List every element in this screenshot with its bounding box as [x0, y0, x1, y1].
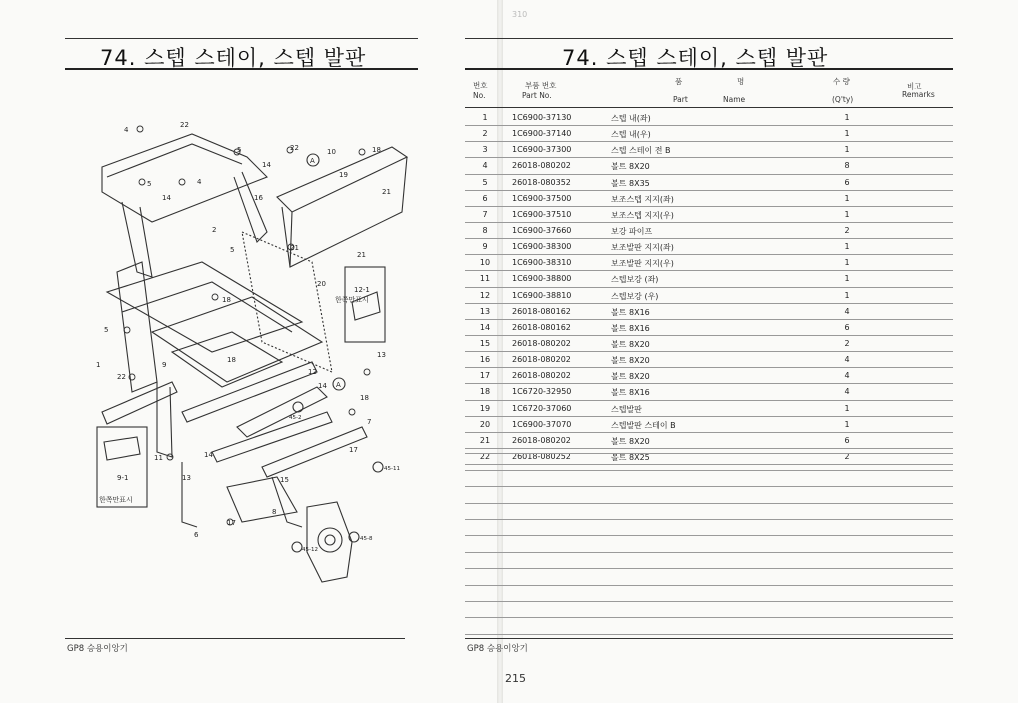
right-footer-text: GP8 승용이앙기: [467, 644, 528, 654]
row-part-name: 스텝발판 스테이 B: [611, 420, 676, 430]
row-number: 10: [479, 258, 491, 268]
row-part-number: 26018-080202: [512, 355, 571, 365]
callout-9: 9: [162, 361, 167, 369]
table-row: [465, 223, 953, 239]
row-part-name: 스텝보강 (좌): [611, 275, 659, 285]
callout-5d: 5: [104, 326, 109, 334]
callout-1: 1: [96, 361, 101, 369]
callout-18d: 18: [360, 394, 369, 402]
callout-9-1: 9-1: [117, 474, 129, 482]
callout-15: 15: [280, 476, 289, 484]
row-quantity: 4: [844, 371, 850, 381]
callout-17a: 17: [349, 446, 358, 454]
callout-2: 2: [212, 226, 217, 234]
row-part-number: 26018-080202: [512, 435, 571, 445]
table-row: [465, 255, 953, 271]
right-footer-rule: [465, 638, 953, 639]
row-part-number: 26018-080202: [512, 371, 571, 381]
header-name-en-2: Name: [723, 95, 746, 104]
inset-label-right: 한쪽만표시: [335, 296, 369, 304]
header-name-ko-2: 명: [737, 77, 745, 86]
row-number: 15: [479, 338, 491, 348]
left-title-top-rule: [65, 38, 418, 39]
row-part-name: 볼트 8X20: [611, 356, 650, 366]
header-name-en-1: Part: [673, 95, 688, 104]
row-number: 12: [479, 290, 491, 300]
row-quantity: 4: [844, 306, 850, 316]
row-number: 17: [479, 371, 491, 381]
row-quantity: 2: [844, 451, 850, 461]
circle-tag-a1: A: [310, 157, 315, 165]
table-row: [465, 239, 953, 255]
header-no-en: No.: [473, 91, 486, 100]
row-quantity: 2: [844, 225, 850, 235]
callout-5b: 5: [147, 180, 152, 188]
callout-12-1: 12-1: [354, 286, 370, 294]
table-header-rule: [465, 107, 953, 108]
parts-exploded-diagram: [62, 82, 442, 627]
row-part-number: 1C6900-37510: [512, 209, 572, 219]
callout-4: 4: [124, 126, 129, 134]
callout-17b: 17: [227, 519, 236, 527]
row-number: 5: [482, 177, 488, 187]
table-row: [465, 110, 953, 126]
callout-8: 8: [272, 508, 277, 516]
left-footer-rule: [65, 638, 405, 639]
row-quantity: 1: [844, 242, 850, 252]
row-quantity: 6: [844, 322, 850, 332]
callout-13b: 13: [182, 474, 191, 482]
row-part-name: 볼트 8X20: [611, 372, 650, 382]
row-part-name: 볼트 8X16: [611, 307, 650, 317]
row-number: 19: [479, 403, 491, 413]
right-page-title: 74. 스텝 스테이, 스텝 발판: [562, 46, 829, 70]
row-part-name: 보조발판 지지(좌): [611, 243, 674, 253]
table-row: [465, 142, 953, 158]
row-quantity: 1: [844, 290, 850, 300]
row-part-name: 보강 파이프: [611, 226, 653, 236]
row-number: 16: [479, 355, 491, 365]
row-number: 14: [479, 322, 491, 332]
table-row: [465, 304, 953, 320]
row-quantity: 1: [844, 274, 850, 284]
row-part-number: 1C6900-38800: [512, 274, 572, 284]
inset-label-left: 한쪽만표시: [99, 496, 133, 504]
callout-22a: 22: [290, 144, 299, 152]
callout-3: 22: [180, 121, 189, 129]
header-remarks-en: Remarks: [902, 90, 935, 99]
callout-14a: 14: [262, 161, 271, 169]
callout-22b: 22: [117, 373, 126, 381]
table-rows: [465, 110, 953, 465]
header-qty-ko: 수 량: [833, 77, 850, 86]
callout-21b: 21: [290, 244, 299, 252]
row-number: 2: [482, 129, 488, 139]
callout-5a: 5: [237, 146, 242, 154]
header-part-no-en: Part No.: [522, 91, 552, 100]
row-part-name: 볼트 8X16: [611, 323, 650, 333]
row-number: 22: [479, 451, 491, 461]
row-part-name: 볼트 8X16: [611, 388, 650, 398]
row-quantity: 1: [844, 193, 850, 203]
row-part-number: 1C6900-38300: [512, 242, 572, 252]
row-part-number: 26018-080252: [512, 451, 571, 461]
table-row: [465, 207, 953, 223]
row-number: 7: [482, 209, 488, 219]
callout-10: 10: [327, 148, 336, 156]
header-part-no-ko: 부품 번호: [525, 81, 557, 90]
row-part-name: 볼트 8X35: [611, 178, 650, 188]
row-part-number: 1C6900-37500: [512, 193, 572, 203]
row-quantity: 8: [844, 161, 850, 171]
row-part-number: 1C6900-37300: [512, 145, 572, 155]
row-number: 21: [479, 435, 491, 445]
row-number: 18: [479, 387, 491, 397]
callout-6: 6: [194, 531, 199, 539]
row-part-name: 볼트 8X25: [611, 452, 650, 462]
row-part-number: 26018-080162: [512, 306, 571, 316]
row-part-name: 보조발판 지지(우): [611, 259, 674, 269]
callout-13: 13: [377, 351, 386, 359]
row-part-name: 스텝 내(좌): [611, 114, 651, 123]
callout-21a: 21: [382, 188, 391, 196]
ref-tag-45-12: 45-12: [302, 547, 318, 553]
table-row: [465, 352, 953, 368]
callout-16: 16: [254, 194, 263, 202]
table-row: [465, 126, 953, 142]
row-quantity: 1: [844, 209, 850, 219]
row-part-number: 1C6900-37070: [512, 419, 572, 429]
table-row: [465, 175, 953, 191]
row-part-number: 1C6900-37660: [512, 225, 572, 235]
row-part-name: 볼트 8X20: [611, 436, 650, 446]
row-quantity: 4: [844, 355, 850, 365]
row-part-number: 1C6720-37060: [512, 403, 572, 413]
row-number: 8: [482, 225, 488, 235]
left-footer-text: GP8 승용이앙기: [67, 644, 128, 654]
callout-4b: 4: [197, 178, 202, 186]
callout-14d: 14: [204, 451, 213, 459]
left-title-bottom-rule: [65, 68, 418, 70]
row-quantity: 6: [844, 435, 850, 445]
row-part-name: 보조스텝 지지(좌): [611, 194, 674, 204]
row-part-number: 26018-080202: [512, 161, 571, 171]
row-part-name: 스텝 내(우): [611, 130, 651, 140]
ref-tag-45-11: 45-11: [384, 466, 400, 472]
row-part-number: 26018-080162: [512, 322, 571, 332]
row-quantity: 1: [844, 113, 850, 122]
top-page-number: 310: [512, 10, 528, 19]
row-number: 11: [479, 274, 491, 284]
left-page-title: 74. 스텝 스테이, 스텝 발판: [100, 46, 367, 70]
ref-tag-45-8: 45-8: [360, 536, 373, 542]
row-part-number: 26018-080202: [512, 338, 571, 348]
row-part-number: 1C6900-38810: [512, 290, 572, 300]
page-number: 215: [505, 672, 526, 685]
row-number: 3: [482, 145, 488, 155]
table-row: [465, 336, 953, 352]
callout-7: 7: [367, 418, 372, 426]
row-quantity: 1: [844, 145, 850, 155]
row-part-name: 보조스텝 지지(우): [611, 210, 674, 220]
row-number: 13: [479, 306, 491, 316]
circle-tag-a2: A: [336, 381, 341, 389]
table-row: [465, 288, 953, 304]
ref-tag-45-2: 45-2: [289, 415, 302, 421]
row-part-name: 스텝보강 (우): [611, 291, 659, 301]
table-row: [465, 158, 953, 174]
row-part-name: 볼트 8X20: [611, 339, 650, 349]
right-title-top-rule: [465, 38, 953, 39]
row-quantity: 2: [844, 338, 850, 348]
row-number: 6: [482, 193, 488, 203]
blank-table-lines: [465, 435, 953, 635]
row-quantity: 6: [844, 177, 850, 187]
callout-18b: 18: [222, 296, 231, 304]
row-number: 4: [482, 161, 488, 171]
right-title-bottom-rule: [465, 68, 953, 70]
callout-21c: 21: [357, 251, 366, 259]
callout-20: 20: [317, 280, 326, 288]
row-quantity: 1: [844, 419, 850, 429]
callout-19: 19: [339, 171, 348, 179]
table-row: [465, 368, 953, 384]
table-row: [465, 401, 953, 417]
row-part-number: 26018-080352: [512, 177, 571, 187]
callout-18c: 18: [227, 356, 236, 364]
callout-11: 11: [154, 454, 163, 462]
row-part-name: 스텝 스테이 전 B: [611, 146, 671, 156]
callout-5c: 5: [230, 246, 235, 254]
callout-12: 12: [308, 368, 317, 376]
row-part-number: 1C6900-37130: [512, 113, 572, 122]
row-number: 9: [482, 242, 488, 252]
row-quantity: 4: [844, 387, 850, 397]
row-number: 20: [479, 419, 491, 429]
table-row: [465, 417, 953, 433]
table-row: [465, 384, 953, 400]
header-remarks-ko: 비고: [907, 82, 922, 91]
header-name-ko-1: 품: [675, 77, 683, 86]
table-row: [465, 271, 953, 287]
table-row: [465, 320, 953, 336]
row-quantity: 1: [844, 258, 850, 268]
row-number: 1: [482, 113, 488, 122]
header-qty-en: (Q'ty): [832, 95, 854, 104]
callout-14b: 14: [162, 194, 171, 202]
row-part-name: 볼트 8X20: [611, 162, 650, 172]
callout-18: 18: [372, 146, 381, 154]
row-quantity: 1: [844, 129, 850, 139]
row-part-number: 1C6720-32950: [512, 387, 572, 397]
header-no-ko: 번호: [473, 81, 488, 90]
table-row: [465, 191, 953, 207]
row-quantity: 1: [844, 403, 850, 413]
row-part-name: 스텝발판: [611, 404, 642, 414]
callout-14c: 14: [318, 382, 327, 390]
row-part-number: 1C6900-38310: [512, 258, 572, 268]
row-part-number: 1C6900-37140: [512, 129, 572, 139]
